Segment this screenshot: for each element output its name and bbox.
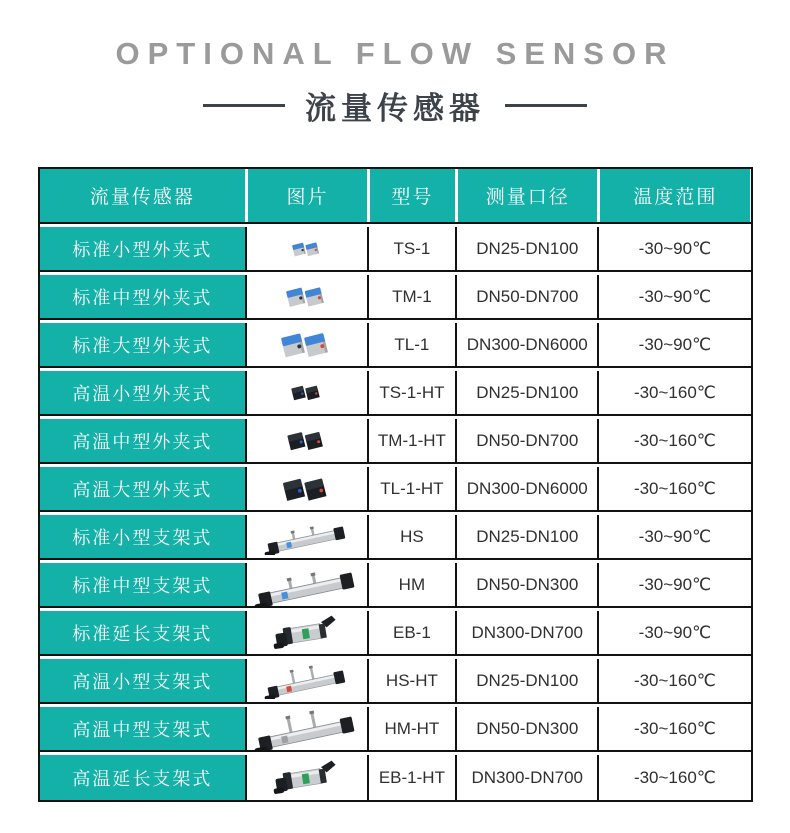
table-row	[40, 224, 751, 272]
product-photo-clamp-blue-large	[245, 323, 366, 366]
caliber-cell: DN300-DN700	[455, 611, 597, 654]
temp-range-cell: -30~160℃	[597, 659, 750, 702]
caliber-cell: DN300-DN6000	[455, 467, 597, 510]
temp-range-cell: -30~90℃	[597, 611, 750, 654]
subtitle-right-dash	[505, 104, 587, 107]
table-row	[40, 656, 751, 704]
sensor-type-cell: 标准大型外夹式	[40, 323, 246, 366]
temp-range-cell: -30~90℃	[597, 275, 750, 318]
sensor-type-cell: 高温延长支架式	[40, 755, 246, 800]
product-photo-clamp-blue-small	[245, 227, 366, 270]
table-row	[40, 464, 751, 512]
table-row	[40, 560, 751, 608]
table-row	[40, 320, 751, 368]
page-subtitle-row	[0, 86, 790, 124]
temp-range-cell: -30~90℃	[597, 515, 750, 558]
table-row	[40, 752, 751, 800]
flow-sensor-table	[38, 167, 753, 802]
product-photo-rail-red-small	[245, 659, 366, 702]
temp-range-cell: -30~160℃	[597, 707, 750, 750]
product-photo-rail-long-ht	[245, 707, 366, 750]
model-cell: TL-1-HT	[367, 467, 456, 510]
page-title: OPTIONAL FLOW SENSOR	[115, 36, 675, 71]
temp-range-cell: -30~90℃	[597, 227, 750, 270]
product-photo-rail-blue-small	[245, 515, 366, 558]
sensor-type-cell: 标准中型外夹式	[40, 275, 246, 318]
sensor-type-cell: 标准延长支架式	[40, 611, 246, 654]
column-header-sensor-type: 流量传感器	[40, 169, 246, 222]
column-header-model: 型号	[367, 169, 456, 222]
table-header-row	[38, 167, 753, 224]
model-cell: HM-HT	[367, 707, 456, 750]
sensor-type-cell: 标准中型支架式	[40, 563, 246, 606]
temp-range-cell: -30~90℃	[597, 563, 750, 606]
caliber-cell: DN50-DN300	[455, 563, 597, 606]
table-row	[40, 368, 751, 416]
subtitle-left-dash	[203, 104, 285, 107]
column-header-picture: 图片	[245, 169, 366, 222]
model-cell: TM-1-HT	[367, 419, 456, 462]
product-photo-rail-blue-long	[245, 563, 366, 606]
caliber-cell: DN25-DN100	[455, 371, 597, 414]
model-cell: HS-HT	[367, 659, 456, 702]
model-cell: TL-1	[367, 323, 456, 366]
sensor-type-cell: 高温大型外夹式	[40, 467, 246, 510]
caliber-cell: DN300-DN6000	[455, 323, 597, 366]
sensor-type-cell: 标准小型外夹式	[40, 227, 246, 270]
sensor-type-cell: 高温中型支架式	[40, 707, 246, 750]
model-cell: TS-1-HT	[367, 371, 456, 414]
temp-range-cell: -30~90℃	[597, 323, 750, 366]
sensor-type-cell: 高温小型支架式	[40, 659, 246, 702]
product-photo-cyl-green-ht	[245, 755, 366, 800]
caliber-cell: DN50-DN300	[455, 707, 597, 750]
column-header-temp-range: 温度范围	[597, 169, 750, 222]
model-cell: TM-1	[367, 275, 456, 318]
temp-range-cell: -30~160℃	[597, 467, 750, 510]
page-subtitle: 流量传感器	[305, 90, 485, 126]
caliber-cell: DN300-DN700	[455, 755, 597, 800]
caliber-cell: DN50-DN700	[455, 419, 597, 462]
product-photo-clamp-blue-medium	[245, 275, 366, 318]
product-photo-clamp-black-medium	[245, 419, 366, 462]
product-photo-clamp-black-large	[245, 467, 366, 510]
temp-range-cell: -30~160℃	[597, 419, 750, 462]
table-row	[40, 272, 751, 320]
caliber-cell: DN25-DN100	[455, 227, 597, 270]
model-cell: EB-1	[367, 611, 456, 654]
table-row	[40, 512, 751, 560]
column-header-caliber: 测量口径	[455, 169, 597, 222]
model-cell: HM	[367, 563, 456, 606]
table-row	[40, 608, 751, 656]
caliber-cell: DN25-DN100	[455, 515, 597, 558]
caliber-cell: DN25-DN100	[455, 659, 597, 702]
product-photo-clamp-black-small	[245, 371, 366, 414]
model-cell: TS-1	[367, 227, 456, 270]
table-body	[38, 224, 753, 802]
model-cell: EB-1-HT	[367, 755, 456, 800]
table-row	[40, 704, 751, 752]
sensor-type-cell: 高温中型外夹式	[40, 419, 246, 462]
sensor-type-cell: 高温小型外夹式	[40, 371, 246, 414]
sensor-type-cell: 标准小型支架式	[40, 515, 246, 558]
temp-range-cell: -30~160℃	[597, 755, 750, 800]
product-photo-cyl-green	[245, 611, 366, 654]
table-row	[40, 416, 751, 464]
page-header	[0, 0, 790, 124]
temp-range-cell: -30~160℃	[597, 371, 750, 414]
caliber-cell: DN50-DN700	[455, 275, 597, 318]
model-cell: HS	[367, 515, 456, 558]
